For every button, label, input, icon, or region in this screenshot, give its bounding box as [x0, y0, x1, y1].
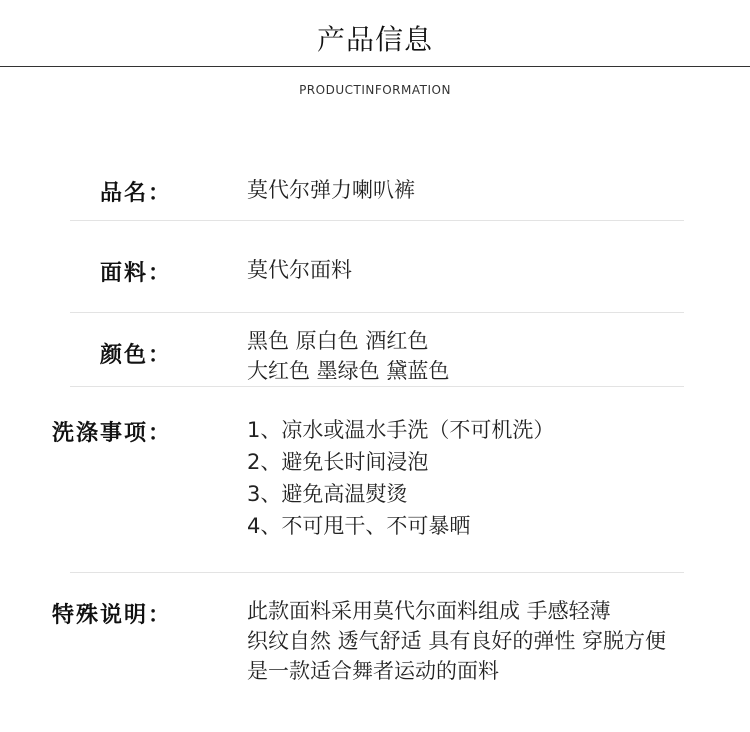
- value-washing: [247, 414, 554, 542]
- page-subtitle: PRODUCTINFORMATION: [299, 83, 451, 97]
- label-washing: 洗涤事项：: [52, 421, 173, 446]
- label-color: 颜色：: [100, 343, 173, 368]
- value-line: 大红色 墨绿色 黛蓝色: [247, 359, 450, 383]
- value-line: 是一款适合舞者运动的面料: [247, 659, 499, 683]
- value-line: 4、不可甩干、不可暴晒: [247, 514, 471, 538]
- row-divider: [70, 572, 684, 573]
- row-divider: [70, 386, 684, 387]
- value-special-notes: [247, 596, 666, 686]
- label-product-name: 品名：: [100, 181, 173, 206]
- value-line: 莫代尔面料: [247, 258, 352, 282]
- value-line: 2、避免长时间浸泡: [247, 450, 429, 474]
- value-line: 此款面料采用莫代尔面料组成 手感轻薄: [247, 599, 611, 623]
- value-fabric: [247, 255, 352, 285]
- row-divider: [70, 312, 684, 313]
- value-line: 黑色 原白色 酒红色: [247, 329, 429, 353]
- page-title: 产品信息: [316, 23, 433, 56]
- value-product-name: [247, 175, 415, 205]
- value-line: 1、凉水或温水手洗（不可机洗）: [247, 418, 555, 442]
- value-line: 3、避免高温熨烫: [247, 482, 408, 506]
- label-fabric: 面料：: [100, 261, 173, 286]
- value-color: [247, 326, 449, 386]
- title-divider: [0, 66, 750, 67]
- row-divider: [70, 220, 684, 221]
- value-line: 织纹自然 透气舒适 具有良好的弹性 穿脱方便: [247, 629, 667, 653]
- label-special-notes: 特殊说明：: [52, 603, 173, 628]
- value-line: 莫代尔弹力喇叭裤: [247, 178, 415, 202]
